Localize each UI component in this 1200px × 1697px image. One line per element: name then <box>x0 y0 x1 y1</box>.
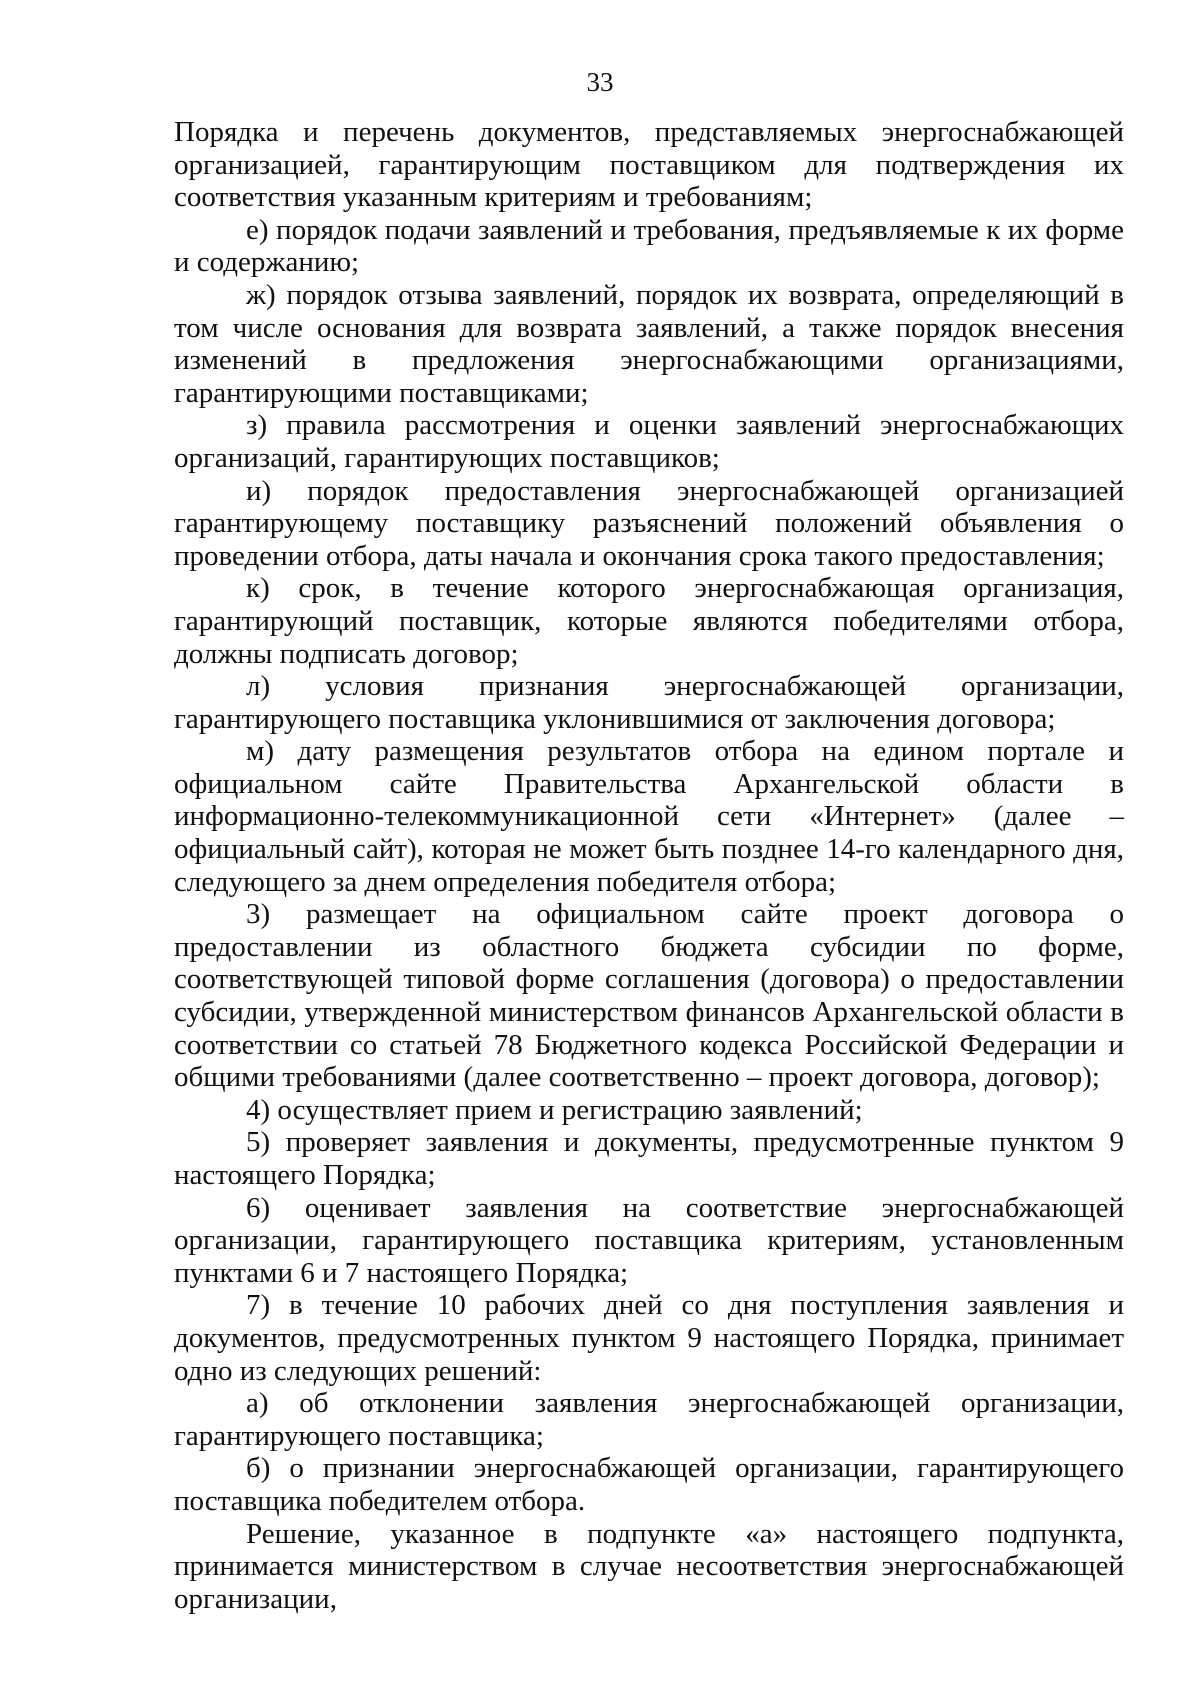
paragraph-item-7: 7) в течение 10 рабочих дней со дня поступления заявления и документов, предусмотренных пунктом 9 настоящего Порядка, принимает одно из следующих решений: <box>174 1289 1124 1387</box>
paragraph-item-5: 5) проверяет заявления и документы, предусмотренные пунктом 9 настоящего Порядка; <box>174 1126 1124 1191</box>
paragraph-item-k: к) срок, в течение которого энергоснабжающая организация, гарантирующий поставщик, которые являются победителями отбора, должны подписать договор; <box>174 572 1124 670</box>
paragraph-item-z: з) правила рассмотрения и оценки заявлений энергоснабжающих организаций, гарантирующих поставщиков; <box>174 409 1124 474</box>
paragraph-item-zh: ж) порядок отзыва заявлений, порядок их возврата, определяющий в том числе основания для возврата заявлений, а также порядок внесения изменений в предложения энергоснабжающими организациями, гарантирующими поставщиками; <box>174 278 1124 409</box>
paragraph-item-4: 4) осуществляет прием и регистрацию заявлений; <box>246 1093 863 1126</box>
paragraph-item-e: е) порядок подачи заявлений и требования, предъявляемые к их форме и содержанию; <box>174 213 1124 279</box>
document-body <box>174 116 1124 1615</box>
paragraph-item-l: л) условия признания энергоснабжающей организации, гарантирующего поставщика уклонившимися от заключения договора; <box>174 670 1124 735</box>
paragraph-item-3: 3) размещает на официальном сайте проект договора о предоставлении из областного бюджета субсидии по форме, соответствующей типовой форме соглашения (договора) о предоставлении субсидии, утвержденной министерством финансов Архангельской области в соответствии со статьей 78 Бюджетного кодекса Российской Федерации и общими требованиями (далее соответственно – проект договора, договор); <box>174 898 1124 1094</box>
paragraph-item-m: м) дату размещения результатов отбора на едином портале и официальном сайте Правительства Архангельской области в информационно-телекоммуникационной сети «Интернет» (далее – официальный сайт), которая не может быть позднее 14-го календарного дня, следующего за днем определения победителя отбора; <box>174 735 1124 898</box>
paragraph-item-i: и) порядок предоставления энергоснабжающей организацией гарантирующему поставщику разъяснений положений объявления о проведении отбора, даты начала и окончания срока такого предоставления; <box>174 474 1124 572</box>
paragraph-item-6: 6) оценивает заявления на соответствие энергоснабжающей организации, гарантирующего поставщика критериям, установленным пунктами 6 и 7 настоящего Порядка; <box>174 1191 1124 1289</box>
page-number: 33 <box>586 67 614 97</box>
paragraph-item-b: б) о признании энергоснабжающей организации, гарантирующего поставщика победителем отбора. <box>174 1452 1124 1517</box>
paragraph-decision: Решение, указанное в подпункте «а» настоящего подпункта, принимается министерством в случае несоответствия энергоснабжающей организации, <box>174 1517 1124 1615</box>
paragraph-item-a: а) об отклонении заявления энергоснабжающей организации, гарантирующего поставщика; <box>174 1387 1124 1452</box>
paragraph-continuation: Порядка и перечень документов, представляемых энергоснабжающей организацией, гарантирующим поставщиком для подтверждения их соответствия указанным критериям и требованиям; <box>174 116 1124 214</box>
